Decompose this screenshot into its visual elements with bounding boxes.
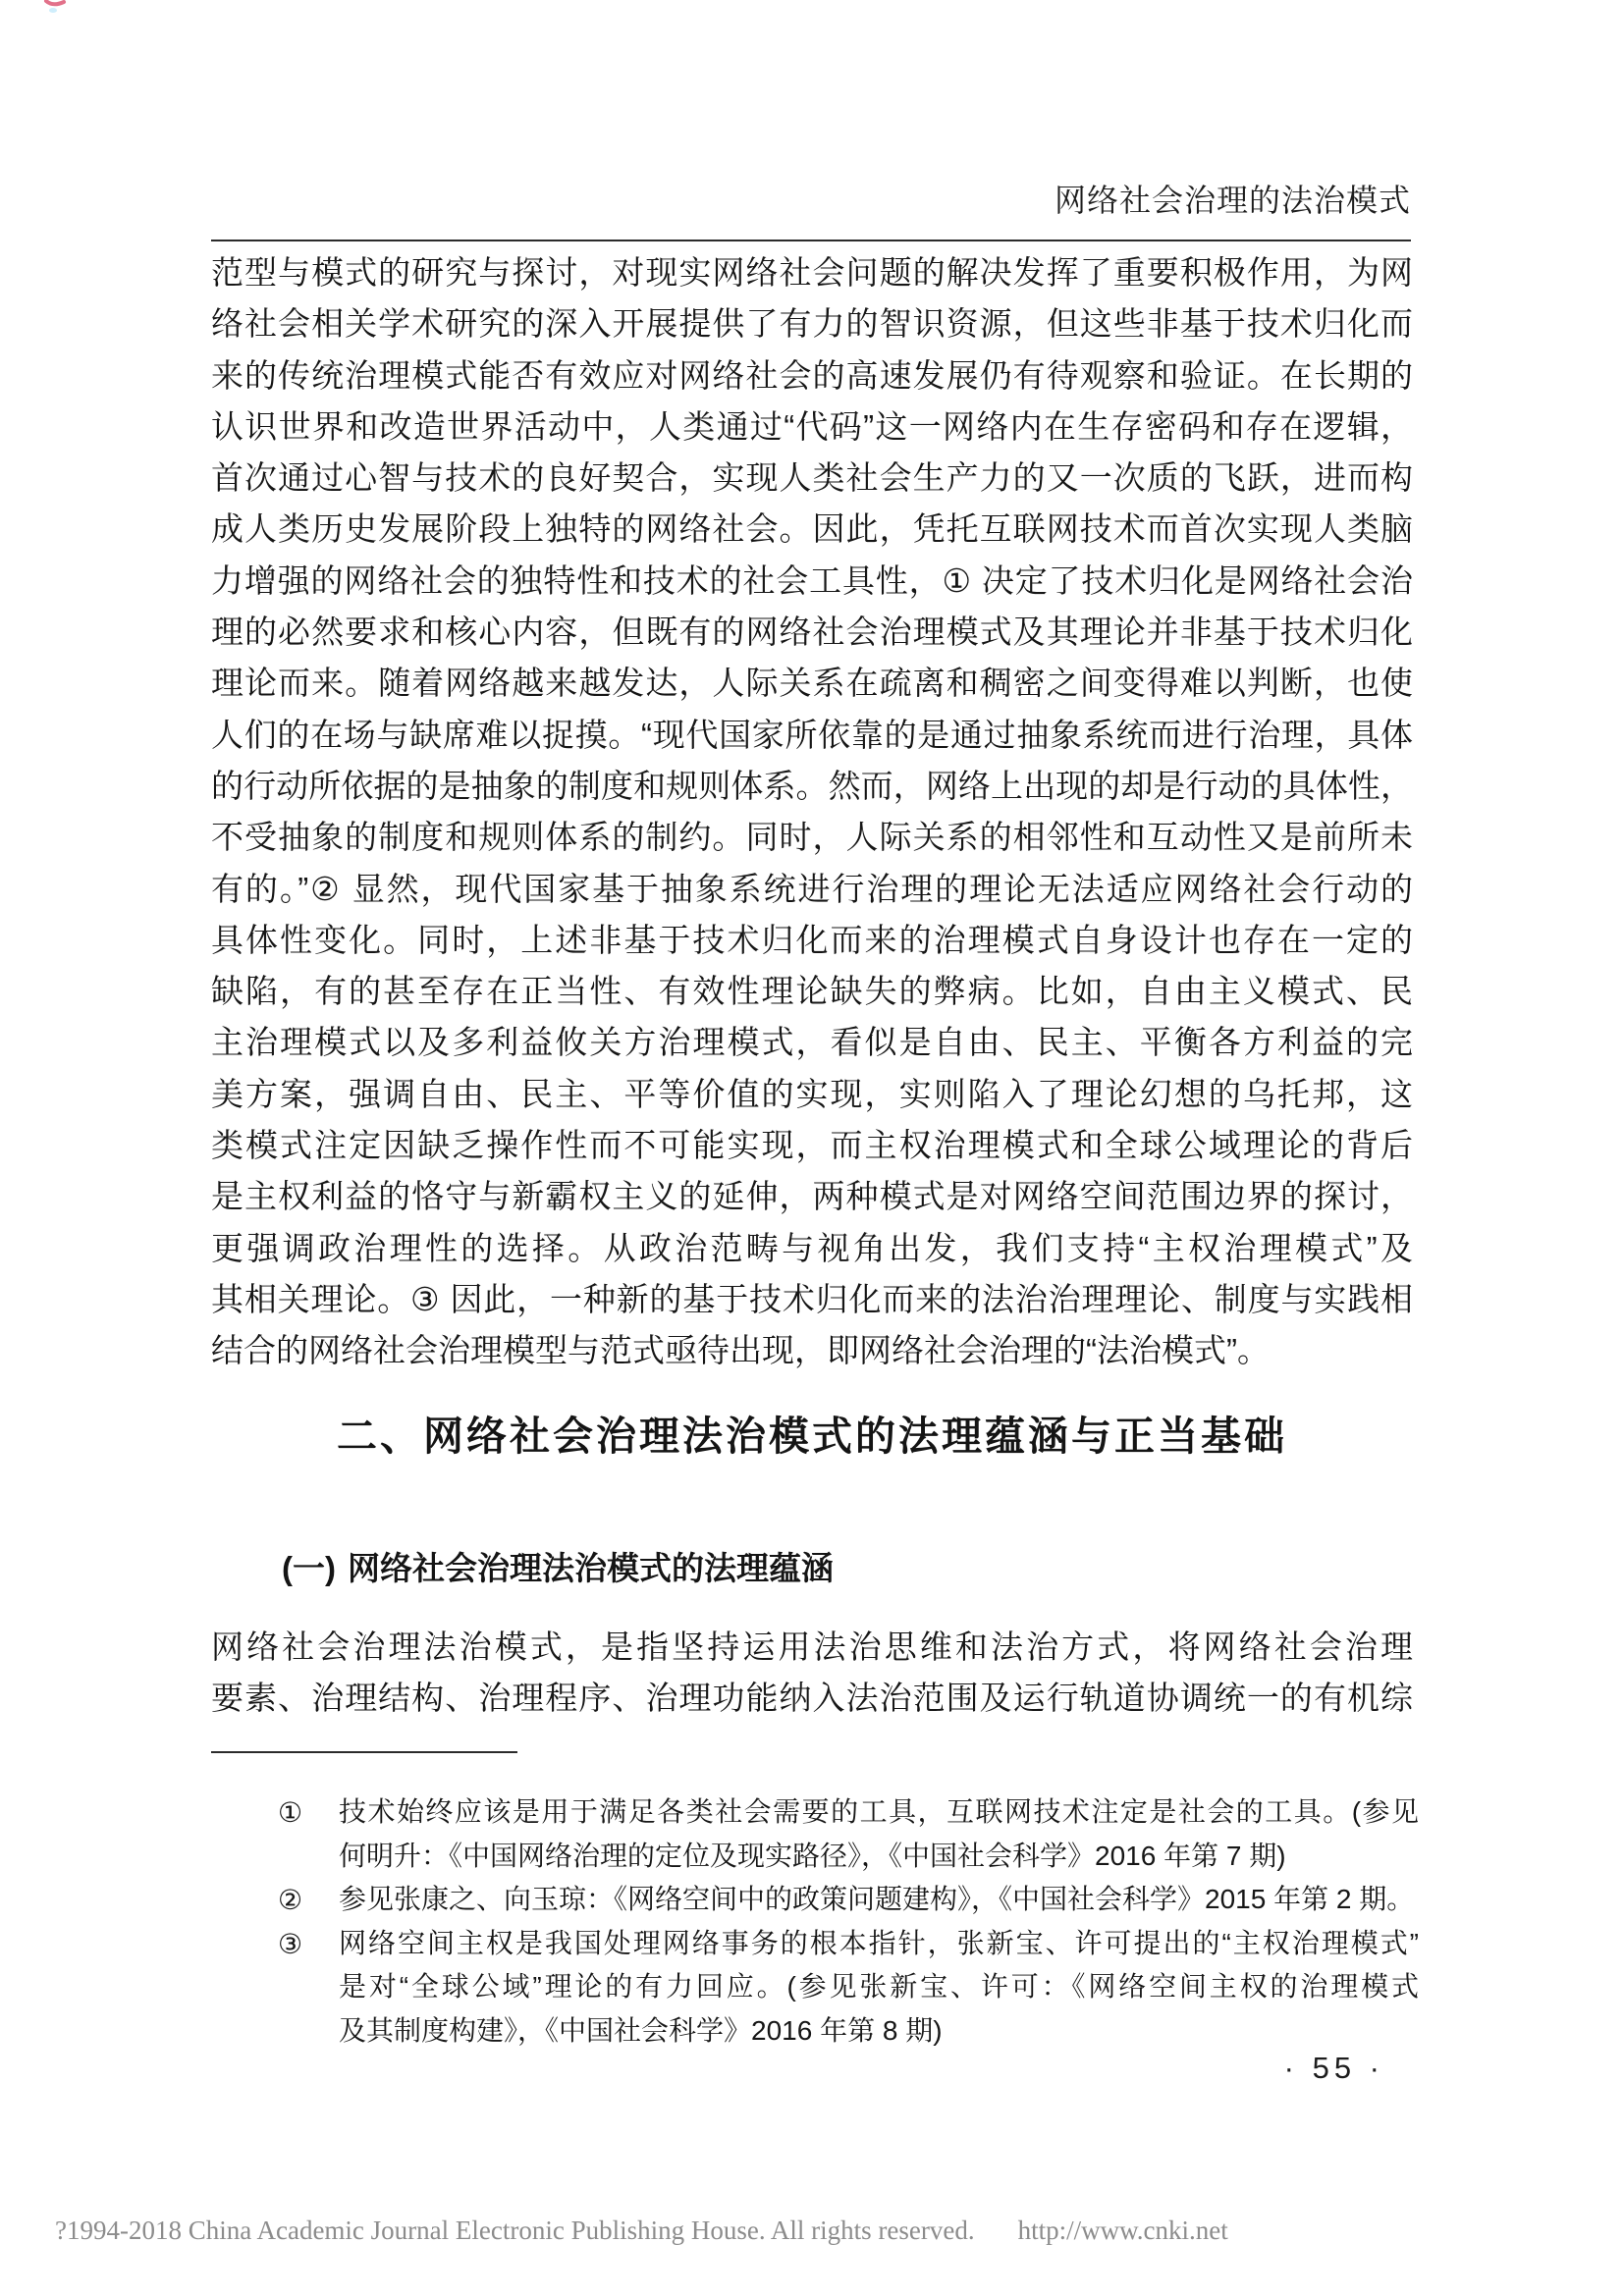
text-line: 络社会相关学术研究的深入开展提供了有力的智识资源，但这些非基于技术归化而 (211, 305, 1413, 343)
footnote-marker: ② (278, 1885, 303, 1915)
footnote-line: 网络空间主权是我国处理网络事务的根本指针，张新宝、许可提出的“主权治理模式” (339, 1927, 1419, 1958)
footnote-line: 参见张康之、向玉琼：《网络空间中的政策问题建构》，《中国社会科学》2015 年第 2 期。 (339, 1884, 1415, 1914)
text-line: 类模式注定因缺乏操作性而不可能实现，而主权治理模式和全球公域理论的背后 (211, 1127, 1413, 1164)
footnote-item (278, 1922, 1419, 2054)
text-line: 结合的网络社会治理模型与范式亟待出现，即网络社会治理的“法治模式”。 (211, 1332, 1270, 1369)
footnote-item (278, 1878, 1419, 1922)
subsection-marker: (一) (282, 1550, 336, 1586)
text-line: 是主权利益的恪守与新霸权主义的延伸，两种模式是对网络空间范围边界的探讨， (211, 1178, 1413, 1215)
text-line: 网络社会治理法治模式，是指坚持运用法治思维和法治方式，将网络社会治理 (211, 1629, 1413, 1665)
text-line: 主治理模式以及多利益攸关方治理模式，看似是自由、民主、平衡各方利益的完 (211, 1024, 1413, 1061)
text-line: 其相关理论。③ 因此，一种新的基于技术归化而来的法治治理理论、制度与实践相 (211, 1280, 1413, 1317)
running-header: 网络社会治理的法治模式 (1054, 183, 1411, 218)
text-line: 力增强的网络社会的独特性和技术的社会工具性，① 决定了技术归化是网络社会治 (211, 561, 1413, 599)
footnote-line: 是对“全球公域”理论的有力回应。(参见张新宝、许可：《网络空间主权的治理模式 (339, 1971, 1419, 2002)
footnote-lines (339, 1922, 1419, 2054)
subsection-title: 网络社会治理法治模式的法理蕴涵 (347, 1550, 834, 1586)
text-line: 缺陷，有的甚至存在正当性、有效性理论缺失的弊病。比如，自由主义模式、民 (211, 973, 1413, 1010)
text-line: 范型与模式的研究与探讨，对现实网络社会问题的解决发挥了重要积极作用，为网 (211, 254, 1413, 291)
text-line: 不受抽象的制度和规则体系的制约。同时，人际关系的相邻性和互动性又是前所未 (211, 819, 1413, 856)
text-line: 理论而来。随着网络越来越发达，人际关系在疏离和稠密之间变得难以判断，也使 (211, 665, 1413, 702)
text-line: 要素、治理结构、治理程序、治理功能纳入法治范围及运行轨道协调统一的有机综 (211, 1680, 1413, 1717)
footnote-separator (211, 1751, 517, 1753)
page-number: · 55 · (1283, 2051, 1384, 2085)
text-line: 美方案，强调自由、民主、平等价值的实现，实则陷入了理论幻想的乌托邦，这 (211, 1075, 1413, 1112)
text-line: 人们的在场与缺席难以捉摸。“现代国家所依靠的是通过抽象系统而进行治理，具体 (211, 716, 1413, 753)
footnote-line: 何明升：《中国网络治理的定位及现实路径》，《中国社会科学》2016 年第 7 期) (339, 1840, 1286, 1871)
body-paragraph (211, 247, 1413, 1377)
footnote-item (278, 1790, 1419, 1878)
footnote-line: 技术始终应该是用于满足各类社会需要的工具，互联网技术注定是社会的工具。(参见 (339, 1796, 1419, 1827)
definition-paragraph (211, 1622, 1413, 1725)
text-line: 理的必然要求和核心内容，但既有的网络社会治理模式及其理论并非基于技术归化 (211, 614, 1413, 651)
text-line: 更强调政治理性的选择。从政治范畴与视角出发，我们支持“主权治理模式”及 (211, 1229, 1413, 1266)
footnote-lines (339, 1790, 1419, 1878)
footnote-marker: ① (278, 1797, 303, 1828)
text-line: 有的。”② 显然，现代国家基于抽象系统进行治理的理论无法适应网络社会行动的 (211, 870, 1413, 907)
footnotes-block (278, 1790, 1419, 2053)
text-line: 成人类历史发展阶段上独特的网络社会。因此，凭托互联网技术而首次实现人类脑 (211, 510, 1413, 548)
text-line: 认识世界和改造世界活动中，人类通过“代码”这一网络内在生存密码和存在逻辑， (211, 407, 1413, 445)
footer-copyright: ?1994-2018 China Academic Journal Electronic Publishing House. All rights reserved. (55, 2216, 975, 2245)
text-line: 的行动所依据的是抽象的制度和规则体系。然而，网络上出现的却是行动的具体性， (211, 767, 1413, 804)
footnote-line: 及其制度构建》，《中国社会科学》2016 年第 8 期) (339, 2014, 943, 2046)
text-line: 首次通过心智与技术的良好契合，实现人类社会生产力的又一次质的飞跃，进而构 (211, 459, 1413, 497)
text-line: 具体性变化。同时，上述非基于技术归化而来的治理模式自身设计也存在一定的 (211, 921, 1413, 958)
footnote-marker: ③ (278, 1928, 303, 1959)
footer-url: http://www.cnki.net (1017, 2216, 1228, 2245)
footer (55, 2216, 1587, 2246)
text-line: 来的传统治理模式能否有效应对网络社会的高速发展仍有待观察和验证。在长期的 (211, 356, 1413, 394)
section-heading: 二、网络社会治理法治模式的法理蕴涵与正当基础 (337, 1414, 1287, 1459)
footnote-lines (339, 1878, 1419, 1922)
scan-artifact-dot (49, 8, 57, 13)
subsection-heading (282, 1543, 834, 1589)
header-rule (211, 240, 1411, 241)
